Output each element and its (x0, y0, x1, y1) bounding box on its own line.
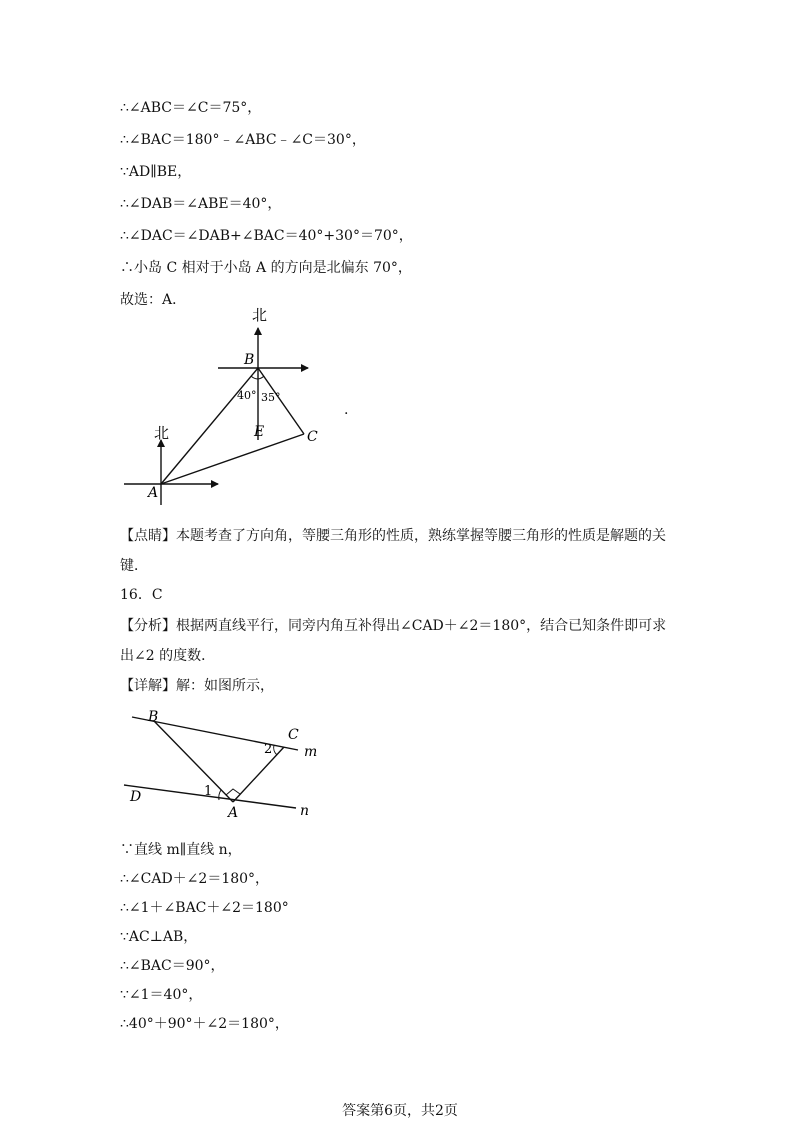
label-2: 2 (264, 742, 273, 757)
segment-ba (154, 721, 233, 802)
parallel-lines-figure (118, 705, 328, 820)
step-line-1: ∵直线 m∥直线 n， (120, 842, 242, 858)
stray-dot: . (344, 402, 349, 418)
label-d: D (130, 789, 142, 805)
label-angle-35: 35° (261, 391, 281, 404)
solution-line-6: ∴小岛 C 相对于小岛 A 的方向是北偏东 70°， (120, 260, 412, 276)
solution-line-4: ∴∠DAB＝∠ABE＝40°， (120, 196, 282, 212)
label-a: A (228, 805, 239, 820)
label-north-top: 北 (252, 306, 268, 324)
answer-choice-line: 故选：A． (120, 292, 187, 308)
direction-angle-figure (110, 300, 350, 510)
label-b: B (148, 709, 159, 725)
page-footer: 答案第6页，共2页 (342, 1103, 458, 1119)
label-e: E (254, 424, 265, 440)
question-16-answer: 16．C (120, 587, 163, 603)
step-line-2: ∴∠CAD＋∠2＝180°， (120, 871, 270, 887)
label-c: C (307, 429, 318, 445)
label-north-left: 北 (154, 424, 170, 442)
detail-heading: 【详解】解：如图所示， (120, 678, 274, 694)
label-n: n (300, 803, 310, 819)
step-line-4: ∵AC⊥AB， (120, 929, 198, 945)
segment-ac (233, 747, 284, 802)
right-angle-mark (226, 789, 240, 795)
solution-line-3: ∵AD∥BE， (120, 164, 192, 180)
label-1: 1 (204, 784, 213, 799)
label-m: m (304, 744, 318, 760)
solution-line-5: ∴∠DAC＝∠DAB+∠BAC＝40°+30°＝70°， (120, 228, 413, 244)
comment-paragraph: 【点睛】本题考查了方向角，等腰三角形的性质，熟练掌握等腰三角形的性质是解题的关键． (120, 528, 666, 574)
step-line-5: ∴∠BAC＝90°， (120, 958, 225, 974)
label-angle-40: 40° (237, 389, 257, 402)
analysis-paragraph: 【分析】根据两直线平行，同旁内角互补得出∠CAD＋∠2＝180°，结合已知条件即可求出∠2 的度数． (120, 618, 667, 664)
step-line-3: ∴∠1＋∠BAC＋∠2＝180° (120, 900, 289, 916)
solution-line-1: ∴∠ABC＝∠C＝75°， (120, 100, 262, 116)
label-c: C (288, 727, 299, 743)
label-a: A (148, 485, 159, 501)
angle-arc-ebc (258, 376, 264, 379)
label-b: B (244, 352, 255, 368)
step-line-6: ∵∠1＝40°， (120, 987, 203, 1003)
solution-line-2: ∴∠BAC＝180°﹣∠ABC﹣∠C＝30°， (120, 132, 366, 148)
step-line-7: ∴40°＋90°＋∠2＝180°， (120, 1016, 289, 1032)
angle-2-arc (274, 745, 277, 755)
angle-arc-abe (251, 376, 258, 379)
